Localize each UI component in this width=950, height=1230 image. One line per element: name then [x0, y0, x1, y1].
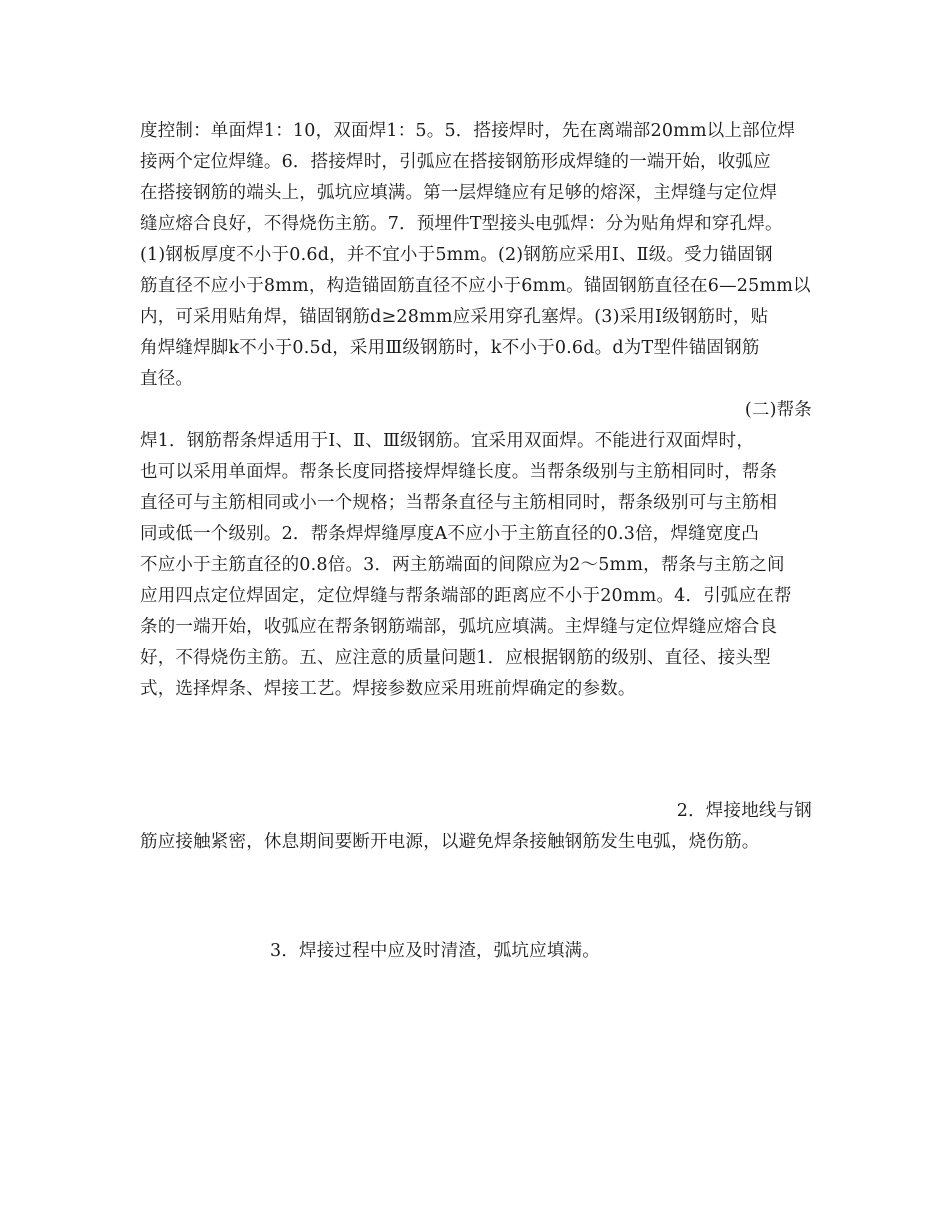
text-line: 角焊缝焊脚k不小于0.5d，采用Ⅲ级钢筋时，k不小于0.6d。d为T型件锚固钢筋 [140, 338, 760, 358]
text-line: 应用四点定位焊固定，定位焊缝与帮条端部的距离应不小于20mm。4．引弧应在帮 [140, 586, 792, 606]
text-line: 条的一端开始，收弧应在帮条钢筋端部，弧坑应填满。主焊缝与定位焊缝应熔合良 [140, 617, 778, 637]
text-line: 2．焊接地线与钢 [676, 801, 812, 821]
text-line: 式，选择焊条、焊接工艺。焊接参数应采用班前焊确定的参数。 [140, 679, 636, 699]
section-heading: (二)帮条 [744, 400, 812, 420]
text-line: 不应小于主筋直径的0.8倍。3．两主筋端面的间隙应为2～5mm，帮条与主筋之间 [140, 555, 785, 575]
text-line: 好，不得烧伤主筋。五、应注意的质量问题1．应根据钢筋的级别、直径、接头型 [140, 648, 771, 668]
text-line: 接两个定位焊缝。6．搭接焊时，引弧应在搭接钢筋形成焊缝的一端开始，收弧应 [140, 152, 771, 172]
text-line: 筋直径不应小于8mm，构造锚固筋直径不应小于6mm。锚固钢筋直径在6—25mm以 [140, 276, 811, 296]
text-line: (1)钢板厚度不小于0.6d，并不宜小于5mm。(2)钢筋应采用Ⅰ、Ⅱ级。受力锚固钢 [140, 245, 773, 265]
text-line: 在搭接钢筋的端头上，弧坑应填满。第一层焊缝应有足够的熔深，主焊缝与定位焊 [140, 183, 778, 203]
text-line: 直径。 [140, 369, 194, 389]
text-line: 缝应熔合良好，不得烧伤主筋。7．预埋件T型接头电弧焊：分为贴角焊和穿孔焊。 [140, 214, 783, 234]
text-line: 焊1．钢筋帮条焊适用于Ⅰ、Ⅱ、Ⅲ级钢筋。宜采用双面焊。不能进行双面焊时， [140, 431, 755, 451]
text-line: 同或低一个级别。2．帮条焊焊缝厚度A不应小于主筋直径的0.3倍，焊缝宽度凸 [140, 524, 760, 544]
text-line: 度控制：单面焊1：10，双面焊1：5。5．搭接焊时，先在离端部20mm以上部位焊 [140, 121, 796, 141]
text-line: 3．焊接过程中应及时清渣，弧坑应填满。 [270, 941, 600, 961]
text-line: 内，可采用贴角焊，锚固钢筋d≥28mm应采用穿孔塞焊。(3)采用Ⅰ级钢筋时，贴 [140, 307, 769, 327]
text-line: 也可以采用单面焊。帮条长度同搭接焊焊缝长度。当帮条级别与主筋相同时，帮条 [140, 462, 778, 482]
text-line: 筋应接触紧密，休息期间要断开电源，以避免焊条接触钢筋发生电弧，烧伤筋。 [140, 832, 760, 852]
text-line: 直径可与主筋相同或小一个规格；当帮条直径与主筋相同时，帮条级别可与主筋相 [140, 493, 778, 513]
